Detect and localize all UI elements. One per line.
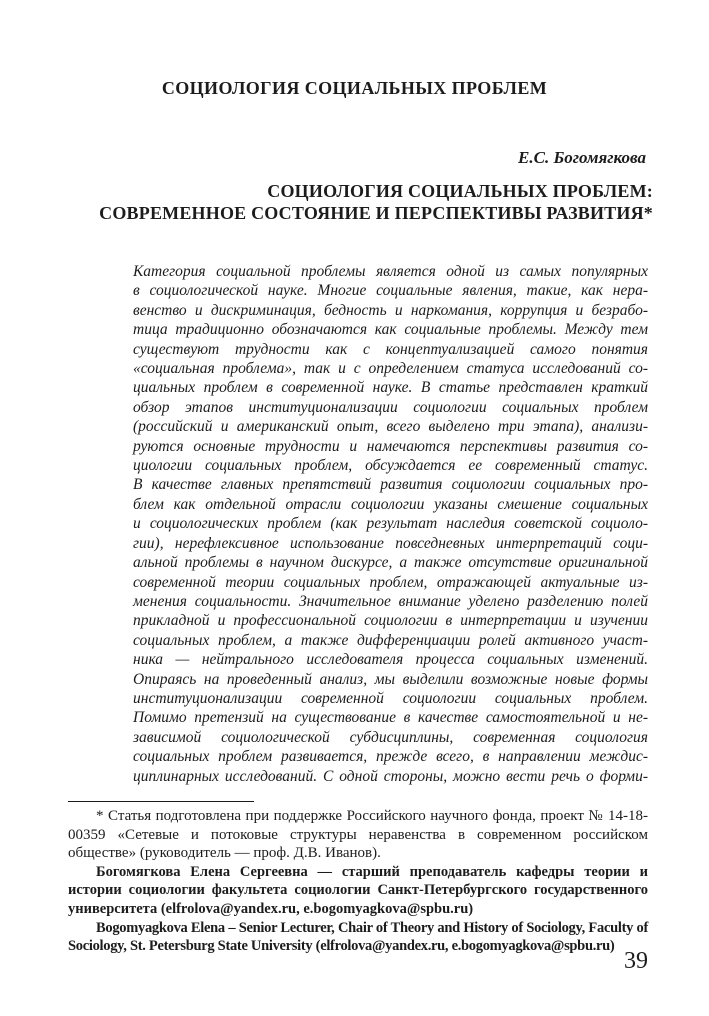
abstract-line: ника — нейтрального исследователя процесса социальных изменений.	[133, 651, 648, 669]
footnote-funding: * Статья подготовлена при поддержке Российского научного фонда, проект № 14-18-00359 «Сетевые и потоковые структуры неравенства в современном российском обществе» (руководитель — проф. Д.В. Иванов).	[68, 808, 648, 862]
abstract-line: «социальная проблема», так и с определением статуса исследований со-	[133, 360, 648, 378]
abstract-line: руются основные трудности и намечаются перспективы развития со-	[133, 437, 648, 455]
running-head: СОЦИОЛОГИЯ СОЦИАЛЬНЫХ ПРОБЛЕМ	[161, 78, 548, 98]
abstract-line: социальных проблем, а также дифференциации ролей активного участ-	[133, 631, 648, 649]
abstract-line: социальных проблем развивается, прежде всего, в направлении междис-	[133, 748, 648, 766]
article-title	[40, 180, 653, 224]
footnote-author-ru: Богомягкова Елена Сергеевна — старший преподаватель кафедры теории и истории социологии факультета социологии Санкт-Петербургского государственного университета (elfrolova@yandex.ru, e.bogomyagkova@spbu.ru)	[68, 863, 648, 917]
article-title-line-2: СОВРЕМЕННОЕ СОСТОЯНИЕ И ПЕРСПЕКТИВЫ РАЗВИТИЯ*	[99, 203, 653, 223]
abstract-line: и социологических проблем (как результат наследия советской социоло-	[133, 515, 648, 533]
abstract-line: Категория социальной проблемы является одной из самых популярных	[133, 263, 648, 280]
abstract-line: Помимо претензий на существование в качестве самостоятельной и не-	[133, 709, 648, 727]
abstract-line: циологии социальных проблем, обсуждается ее современный статус.	[133, 457, 648, 475]
article-title-line-1: СОЦИОЛОГИЯ СОЦИАЛЬНЫХ ПРОБЛЕМ:	[267, 181, 653, 201]
footnote-author-en: Bogomyagkova Elena – Senior Lecturer, Chair of Theory and History of Sociology, Faculty of Sociology, St. Petersburg State University (elfrolova@yandex.ru, e.bogomyagkova@spbu.ru)	[68, 919, 648, 955]
abstract-line: (российский и американский опыт, всего выделено три этапа), анализи-	[133, 418, 648, 436]
abstract-line: Опираясь на проведенный анализ, мы выделили возможные новые формы	[133, 670, 648, 688]
footnote-divider	[68, 801, 254, 802]
abstract-line: обзор этапов институционализации социологии социальных проблем	[133, 398, 648, 416]
abstract-line: современной теории социальных проблем, отражающей актуальные из-	[133, 573, 648, 591]
abstract-line: гии), нерефлексивное использование повседневных интерпретаций соци-	[133, 534, 648, 552]
abstract-line: циальных проблем в современной науке. В статье представлен краткий	[133, 379, 648, 397]
abstract-line: существуют трудности как с концептуализацией самого понятия	[133, 340, 648, 358]
abstract-line: менения социальности. Значительное внимание уделено разделению полей	[133, 592, 648, 610]
abstract-line: тица традиционно обозначаются как социальные проблемы. Между тем	[133, 321, 648, 339]
abstract-line: в социологической науке. Многие социальные явления, такие, как нера-	[133, 282, 648, 300]
abstract-line: В качестве главных препятствий развития социологии социальных про-	[133, 476, 648, 494]
page-number: 39	[624, 948, 648, 974]
abstract-line: альной проблемы в научном дискурсе, а также отсутствие оригинальной	[133, 554, 648, 572]
abstract-line: прикладной и профессиональной социологии в интерпретации и изучении	[133, 612, 648, 630]
abstract-line: циплинарных исследований. С одной стороны, можно вести речь о форми-	[133, 767, 648, 785]
author-name: Е.С. Богомягкова	[518, 148, 646, 167]
abstract-paragraph	[133, 262, 648, 786]
abstract-line: зависимой социологической субдисциплины, современная социология	[133, 728, 648, 746]
abstract-line: институционализации современной социологии социальных проблем.	[133, 689, 648, 707]
abstract-line: блем как отдельной отрасли социологии указаны смешение социальных	[133, 495, 648, 513]
abstract-line: венство и дискриминация, бедность и наркомания, коррупция и безрабо-	[133, 301, 648, 319]
footnotes-block	[68, 807, 648, 956]
